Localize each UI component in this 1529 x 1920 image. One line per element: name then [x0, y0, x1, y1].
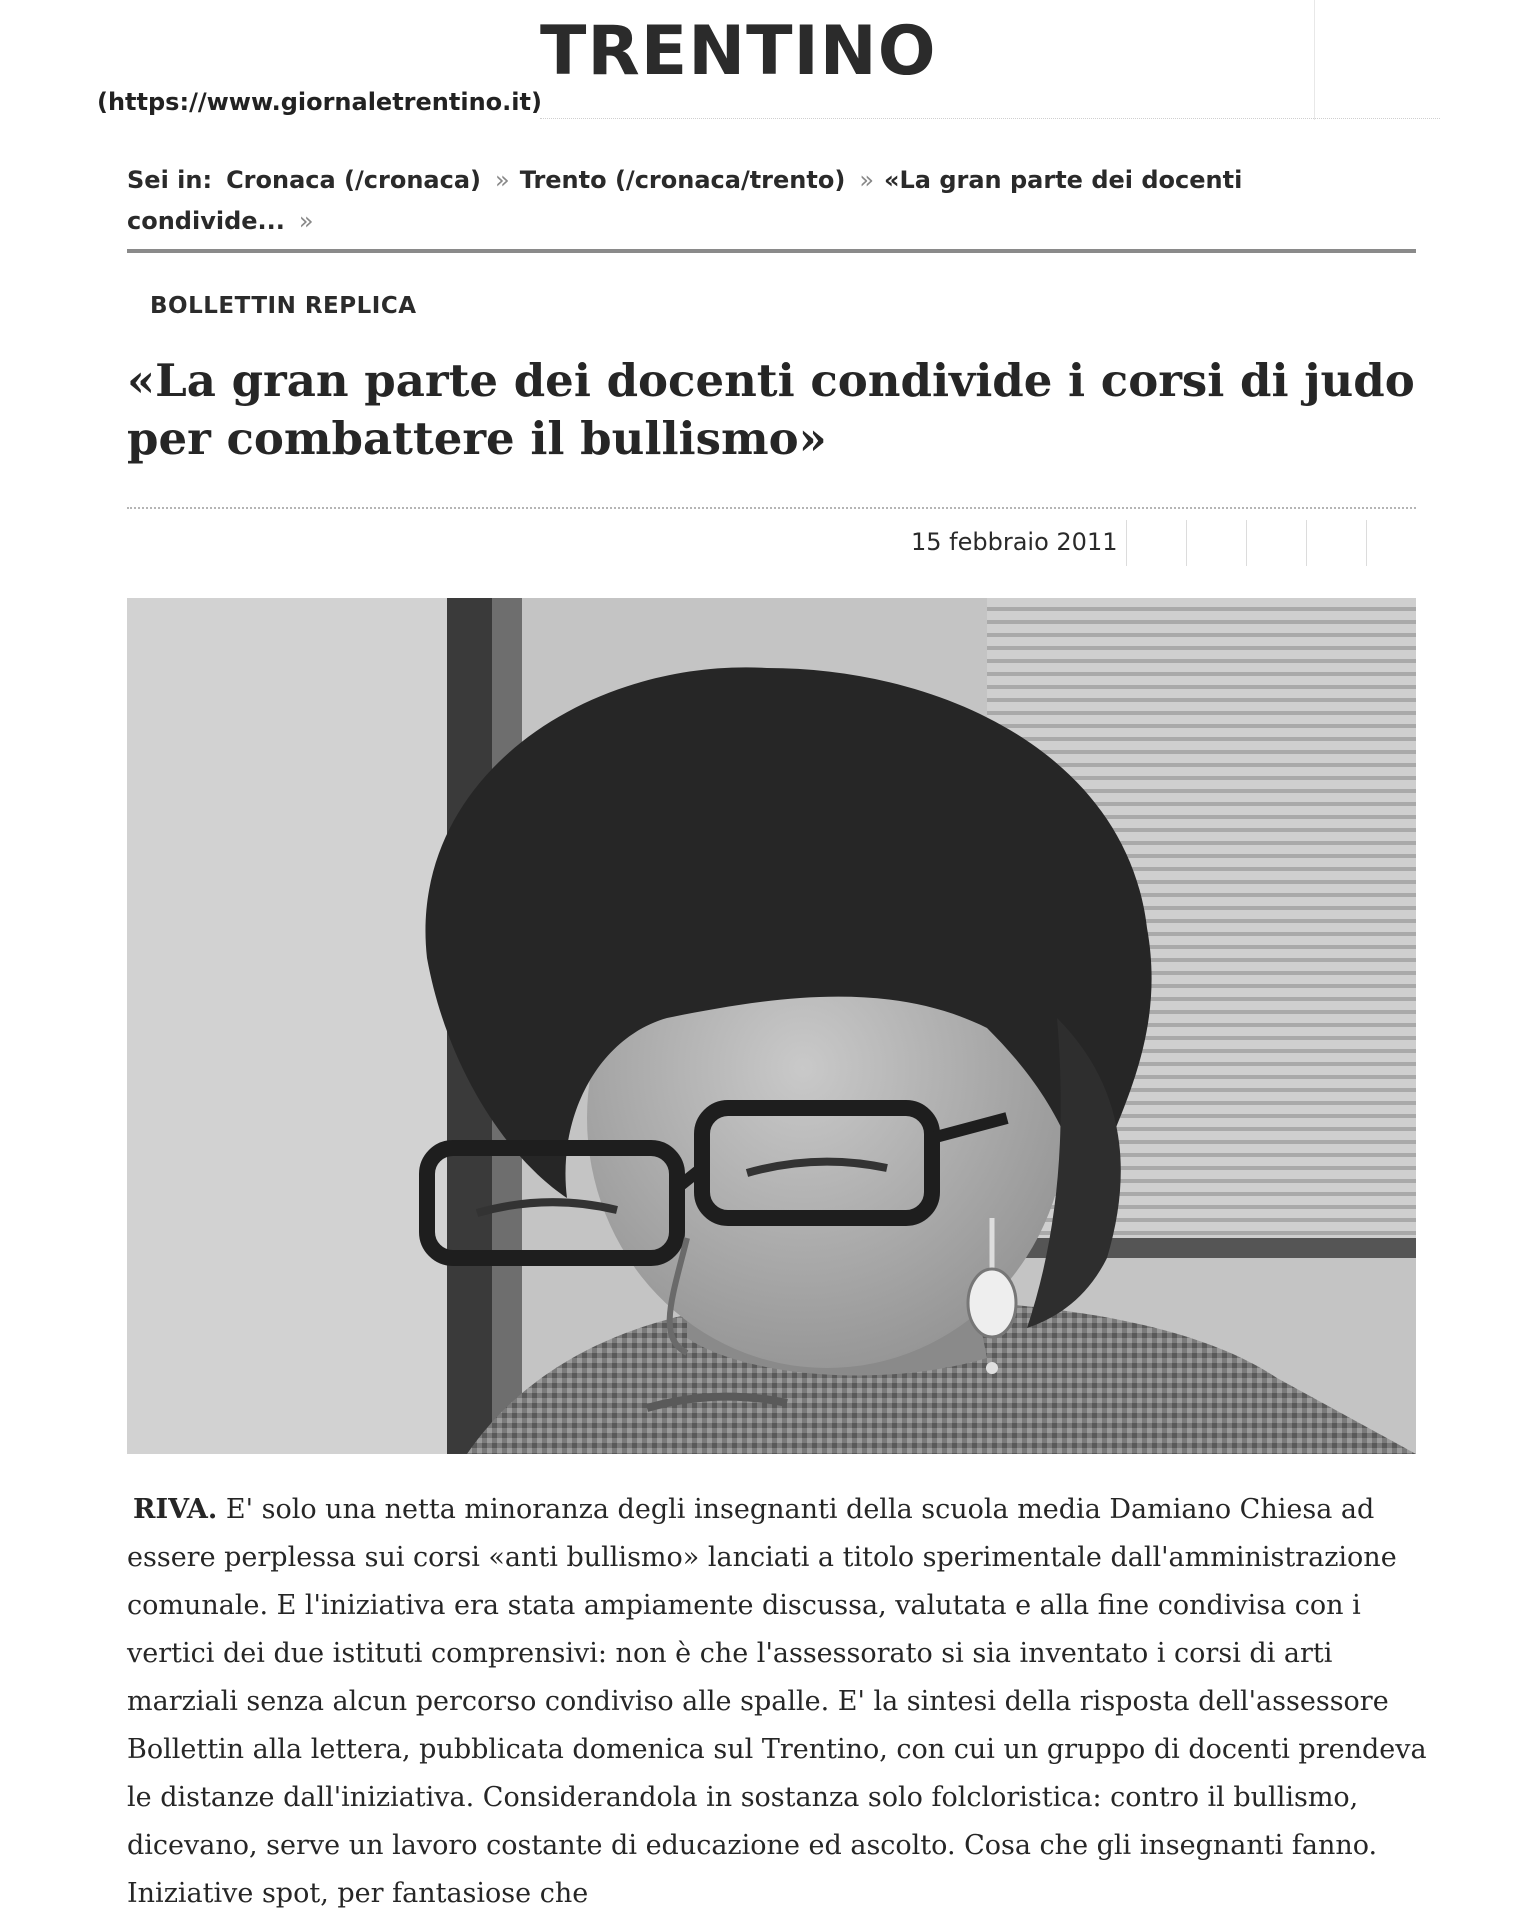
- breadcrumb-separator: »: [495, 166, 510, 194]
- share-divider: [1366, 520, 1367, 566]
- header-divider: [540, 118, 1440, 119]
- breadcrumb-separator: »: [859, 166, 874, 194]
- breadcrumb-link-trento[interactable]: Trento (/cronaca/trento): [519, 166, 846, 194]
- article-body-text: E' solo una netta minoranza degli insegnanti della scuola media Damiano Chiesa ad essere perplessa sui corsi «anti bullismo» lanciati a titolo sperimentale dall'amministrazione comunale. E l'iniziativa era stata ampiamente discussa, valutata e alla fine condivisa con i vertici dei due istituti comprensivi: non è che l'assessorato si sia inventato i corsi di arti marziali senza alcun percorso condiviso alle spalle. E' la sintesi della risposta dell'assessore Bollettin alla lettera, pubblicata domenica sul Trentino, con cui un gruppo di docenti prendeva le distanze dall'iniziativa. Considerandola in sostanza solo folcloristica: contro il bullismo, dicevano, serve un lavoro costante di educazione ed ascolto. Cosa che gli insegnanti fanno. Iniziative spot, per fantasiose che: [127, 1494, 1427, 1909]
- section-label: BOLLETTIN REPLICA: [150, 293, 417, 319]
- share-divider: [1246, 520, 1247, 566]
- share-divider: [1306, 520, 1307, 566]
- breadcrumb-current: «La gran parte dei docenti condivide...: [127, 166, 1243, 235]
- site-url[interactable]: (https://www.giornaletrentino.it): [97, 88, 542, 116]
- article-dateline: RIVA.: [133, 1494, 218, 1525]
- portrait-woman-illustration: [127, 598, 1416, 1454]
- article-body: [127, 1486, 1427, 1918]
- share-divider: [1126, 520, 1127, 566]
- article-title: «La gran parte dei docenti condivide i corsi di judo per combattere il bullismo»: [127, 354, 1415, 465]
- article-date: 15 febbraio 2011: [911, 528, 1118, 556]
- breadcrumb-link-cronaca[interactable]: Cronaca (/cronaca): [226, 166, 482, 194]
- article-photo: [127, 598, 1416, 1454]
- breadcrumb-separator: »: [298, 207, 314, 235]
- title-divider: [127, 507, 1416, 509]
- scan-artifact: [1314, 0, 1315, 120]
- masthead-logo[interactable]: TRENTINO: [540, 12, 937, 91]
- breadcrumb-divider: [127, 249, 1416, 253]
- share-divider: [1186, 520, 1187, 566]
- share-bar: [1126, 520, 1416, 566]
- breadcrumb: [127, 160, 1247, 242]
- breadcrumb-prefix: Sei in:: [127, 166, 213, 194]
